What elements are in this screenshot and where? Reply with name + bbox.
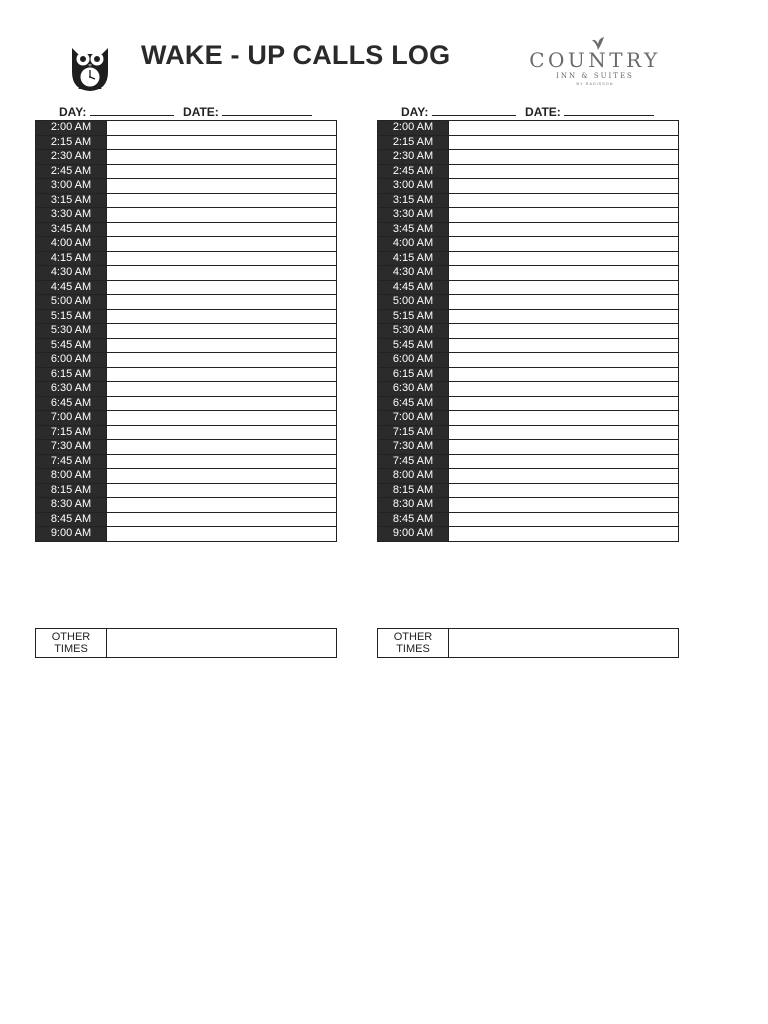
- table-row: [378, 469, 679, 484]
- time-slot-label: 5:00 AM: [36, 295, 107, 310]
- other-times-field[interactable]: [107, 629, 336, 657]
- table-row: [378, 150, 679, 165]
- room-entry-field[interactable]: [449, 527, 679, 542]
- room-entry-field[interactable]: [107, 454, 337, 469]
- room-entry-field[interactable]: [107, 208, 337, 223]
- table-row: [36, 338, 337, 353]
- table-row: [378, 367, 679, 382]
- time-slot-label: 6:15 AM: [378, 367, 449, 382]
- room-entry-field[interactable]: [107, 411, 337, 426]
- time-slot-label: 6:00 AM: [36, 353, 107, 368]
- room-entry-field[interactable]: [449, 179, 679, 194]
- other-times-box-left: [35, 628, 337, 658]
- room-entry-field[interactable]: [449, 396, 679, 411]
- wake-up-table: [35, 120, 337, 542]
- other-label-line2: TIMES: [54, 643, 88, 655]
- table-row: [36, 280, 337, 295]
- table-row: [36, 251, 337, 266]
- room-entry-field[interactable]: [107, 483, 337, 498]
- time-slot-label: 3:30 AM: [378, 208, 449, 223]
- day-date-line: [35, 104, 337, 120]
- room-entry-field[interactable]: [449, 454, 679, 469]
- time-slot-label: 7:00 AM: [36, 411, 107, 426]
- table-row: [36, 382, 337, 397]
- table-row: [36, 454, 337, 469]
- other-label-line2: TIMES: [396, 643, 430, 655]
- table-row: [36, 179, 337, 194]
- room-entry-field[interactable]: [107, 440, 337, 455]
- room-entry-field[interactable]: [107, 179, 337, 194]
- day-blank[interactable]: [90, 104, 174, 116]
- time-slot-label: 5:00 AM: [378, 295, 449, 310]
- time-slot-label: 3:15 AM: [378, 193, 449, 208]
- time-slot-label: 4:30 AM: [378, 266, 449, 281]
- date-blank[interactable]: [564, 104, 654, 116]
- time-slot-label: 3:15 AM: [36, 193, 107, 208]
- room-entry-field[interactable]: [449, 469, 679, 484]
- time-slot-label: 6:45 AM: [36, 396, 107, 411]
- time-slot-label: 5:15 AM: [378, 309, 449, 324]
- table-row: [36, 411, 337, 426]
- room-entry-field[interactable]: [449, 280, 679, 295]
- room-entry-field[interactable]: [449, 251, 679, 266]
- table-row: [378, 251, 679, 266]
- time-slot-label: 7:45 AM: [36, 454, 107, 469]
- date-blank[interactable]: [222, 104, 312, 116]
- room-entry-field[interactable]: [107, 469, 337, 484]
- day-label: DAY:: [401, 105, 429, 119]
- room-entry-field[interactable]: [107, 193, 337, 208]
- table-row: [36, 309, 337, 324]
- time-slot-label: 4:45 AM: [378, 280, 449, 295]
- brand-name: COUNTRY: [529, 48, 661, 72]
- room-entry-field[interactable]: [449, 483, 679, 498]
- day-blank[interactable]: [432, 104, 516, 116]
- room-entry-field[interactable]: [449, 164, 679, 179]
- time-slot-label: 4:00 AM: [36, 237, 107, 252]
- room-entry-field[interactable]: [449, 135, 679, 150]
- table-row: [378, 164, 679, 179]
- room-entry-field[interactable]: [107, 498, 337, 513]
- table-row: [378, 425, 679, 440]
- table-row: [36, 266, 337, 281]
- time-slot-label: 2:00 AM: [36, 121, 107, 136]
- room-entry-field[interactable]: [107, 512, 337, 527]
- table-row: [36, 527, 337, 542]
- table-row: [378, 454, 679, 469]
- time-slot-label: 5:45 AM: [36, 338, 107, 353]
- room-entry-field[interactable]: [107, 324, 337, 339]
- table-row: [36, 193, 337, 208]
- room-entry-field[interactable]: [107, 527, 337, 542]
- time-slot-label: 4:45 AM: [36, 280, 107, 295]
- other-label-line1: OTHER: [393, 631, 433, 643]
- table-row: [36, 512, 337, 527]
- table-row: [36, 164, 337, 179]
- time-slot-label: 5:30 AM: [36, 324, 107, 339]
- table-row: [378, 440, 679, 455]
- time-slot-label: 7:30 AM: [378, 440, 449, 455]
- table-row: [378, 121, 679, 136]
- table-row: [378, 498, 679, 513]
- table-row: [378, 309, 679, 324]
- room-entry-field[interactable]: [449, 338, 679, 353]
- page-title: WAKE - UP CALLS LOG: [141, 40, 451, 70]
- time-slot-label: 5:45 AM: [378, 338, 449, 353]
- table-row: [378, 193, 679, 208]
- room-entry-field[interactable]: [449, 512, 679, 527]
- table-row: [36, 367, 337, 382]
- table-row: [36, 498, 337, 513]
- time-slot-label: 2:30 AM: [36, 150, 107, 165]
- room-entry-field[interactable]: [449, 367, 679, 382]
- table-row: [378, 411, 679, 426]
- other-times-box-right: [377, 628, 679, 658]
- room-entry-field[interactable]: [449, 193, 679, 208]
- time-slot-label: 3:45 AM: [378, 222, 449, 237]
- time-slot-label: 3:00 AM: [378, 179, 449, 194]
- table-row: [378, 324, 679, 339]
- brand-by-line: BY RADISSON: [576, 82, 614, 86]
- time-slot-label: 3:00 AM: [36, 179, 107, 194]
- time-slot-label: 6:15 AM: [36, 367, 107, 382]
- room-entry-field[interactable]: [449, 382, 679, 397]
- time-slot-label: 5:30 AM: [378, 324, 449, 339]
- time-slot-label: 2:15 AM: [36, 135, 107, 150]
- table-row: [36, 121, 337, 136]
- time-slot-label: 8:45 AM: [36, 512, 107, 527]
- time-slot-label: 7:00 AM: [378, 411, 449, 426]
- room-entry-field[interactable]: [107, 266, 337, 281]
- date-label: DATE:: [183, 105, 219, 119]
- table-row: [378, 353, 679, 368]
- room-entry-field[interactable]: [449, 150, 679, 165]
- room-entry-field[interactable]: [449, 266, 679, 281]
- table-row: [36, 425, 337, 440]
- room-entry-field[interactable]: [449, 309, 679, 324]
- other-times-label: [378, 629, 449, 657]
- room-entry-field[interactable]: [107, 367, 337, 382]
- log-column-left: [35, 104, 337, 542]
- room-entry-field[interactable]: [107, 309, 337, 324]
- time-slot-label: 6:30 AM: [378, 382, 449, 397]
- room-entry-field[interactable]: [107, 425, 337, 440]
- time-slot-label: 7:15 AM: [36, 425, 107, 440]
- table-row: [36, 208, 337, 223]
- time-slot-label: 8:30 AM: [378, 498, 449, 513]
- time-slot-label: 4:15 AM: [36, 251, 107, 266]
- room-entry-field[interactable]: [107, 295, 337, 310]
- time-slot-label: 4:00 AM: [378, 237, 449, 252]
- room-entry-field[interactable]: [107, 396, 337, 411]
- room-entry-field[interactable]: [107, 338, 337, 353]
- room-entry-field[interactable]: [449, 440, 679, 455]
- brand-subtitle: INN & SUITES: [556, 72, 634, 80]
- table-row: [36, 150, 337, 165]
- table-row: [36, 222, 337, 237]
- room-entry-field[interactable]: [449, 353, 679, 368]
- time-slot-label: 7:45 AM: [378, 454, 449, 469]
- date-label: DATE:: [525, 105, 561, 119]
- other-times-label: [36, 629, 107, 657]
- time-slot-label: 6:00 AM: [378, 353, 449, 368]
- room-entry-field[interactable]: [107, 382, 337, 397]
- time-slot-label: 8:15 AM: [378, 483, 449, 498]
- table-row: [378, 527, 679, 542]
- room-entry-field[interactable]: [449, 121, 679, 136]
- time-slot-label: 4:15 AM: [378, 251, 449, 266]
- table-row: [36, 237, 337, 252]
- other-times-field[interactable]: [449, 629, 678, 657]
- table-row: [378, 382, 679, 397]
- table-row: [36, 483, 337, 498]
- time-slot-label: 8:45 AM: [378, 512, 449, 527]
- table-row: [378, 396, 679, 411]
- time-slot-label: 2:30 AM: [378, 150, 449, 165]
- room-entry-field[interactable]: [449, 411, 679, 426]
- table-row: [378, 483, 679, 498]
- room-entry-field[interactable]: [107, 135, 337, 150]
- time-slot-label: 8:15 AM: [36, 483, 107, 498]
- room-entry-field[interactable]: [107, 237, 337, 252]
- time-slot-label: 7:15 AM: [378, 425, 449, 440]
- time-slot-label: 8:30 AM: [36, 498, 107, 513]
- table-row: [36, 469, 337, 484]
- table-row: [378, 512, 679, 527]
- room-entry-field[interactable]: [107, 164, 337, 179]
- day-date-line: [377, 104, 679, 120]
- room-entry-field[interactable]: [107, 280, 337, 295]
- time-slot-label: 2:45 AM: [36, 164, 107, 179]
- time-slot-label: 3:45 AM: [36, 222, 107, 237]
- table-row: [378, 179, 679, 194]
- time-slot-label: 2:15 AM: [378, 135, 449, 150]
- time-slot-label: 9:00 AM: [36, 527, 107, 542]
- table-row: [36, 135, 337, 150]
- log-column-right: [377, 104, 679, 542]
- time-slot-label: 2:00 AM: [378, 121, 449, 136]
- room-entry-field[interactable]: [107, 353, 337, 368]
- table-row: [36, 353, 337, 368]
- time-slot-label: 6:30 AM: [36, 382, 107, 397]
- room-entry-field[interactable]: [107, 121, 337, 136]
- room-entry-field[interactable]: [107, 150, 337, 165]
- table-row: [378, 338, 679, 353]
- room-entry-field[interactable]: [449, 237, 679, 252]
- room-entry-field[interactable]: [449, 295, 679, 310]
- owl-clock-icon: [64, 42, 116, 92]
- table-row: [36, 324, 337, 339]
- time-slot-label: 7:30 AM: [36, 440, 107, 455]
- time-slot-label: 2:45 AM: [378, 164, 449, 179]
- room-entry-field[interactable]: [449, 222, 679, 237]
- table-row: [36, 295, 337, 310]
- wake-up-table: [377, 120, 679, 542]
- time-slot-label: 4:30 AM: [36, 266, 107, 281]
- table-row: [378, 208, 679, 223]
- time-slot-label: 3:30 AM: [36, 208, 107, 223]
- room-entry-field[interactable]: [449, 208, 679, 223]
- other-label-line1: OTHER: [51, 631, 91, 643]
- room-entry-field[interactable]: [449, 324, 679, 339]
- day-label: DAY:: [59, 105, 87, 119]
- table-row: [378, 280, 679, 295]
- room-entry-field[interactable]: [449, 498, 679, 513]
- time-slot-label: 5:15 AM: [36, 309, 107, 324]
- table-row: [378, 237, 679, 252]
- table-row: [378, 266, 679, 281]
- room-entry-field[interactable]: [107, 222, 337, 237]
- time-slot-label: 9:00 AM: [378, 527, 449, 542]
- brand-logo: [510, 36, 680, 86]
- table-row: [378, 135, 679, 150]
- table-row: [36, 440, 337, 455]
- time-slot-label: 8:00 AM: [378, 469, 449, 484]
- room-entry-field[interactable]: [107, 251, 337, 266]
- time-slot-label: 8:00 AM: [36, 469, 107, 484]
- room-entry-field[interactable]: [449, 425, 679, 440]
- table-row: [378, 295, 679, 310]
- time-slot-label: 6:45 AM: [378, 396, 449, 411]
- table-row: [36, 396, 337, 411]
- table-row: [378, 222, 679, 237]
